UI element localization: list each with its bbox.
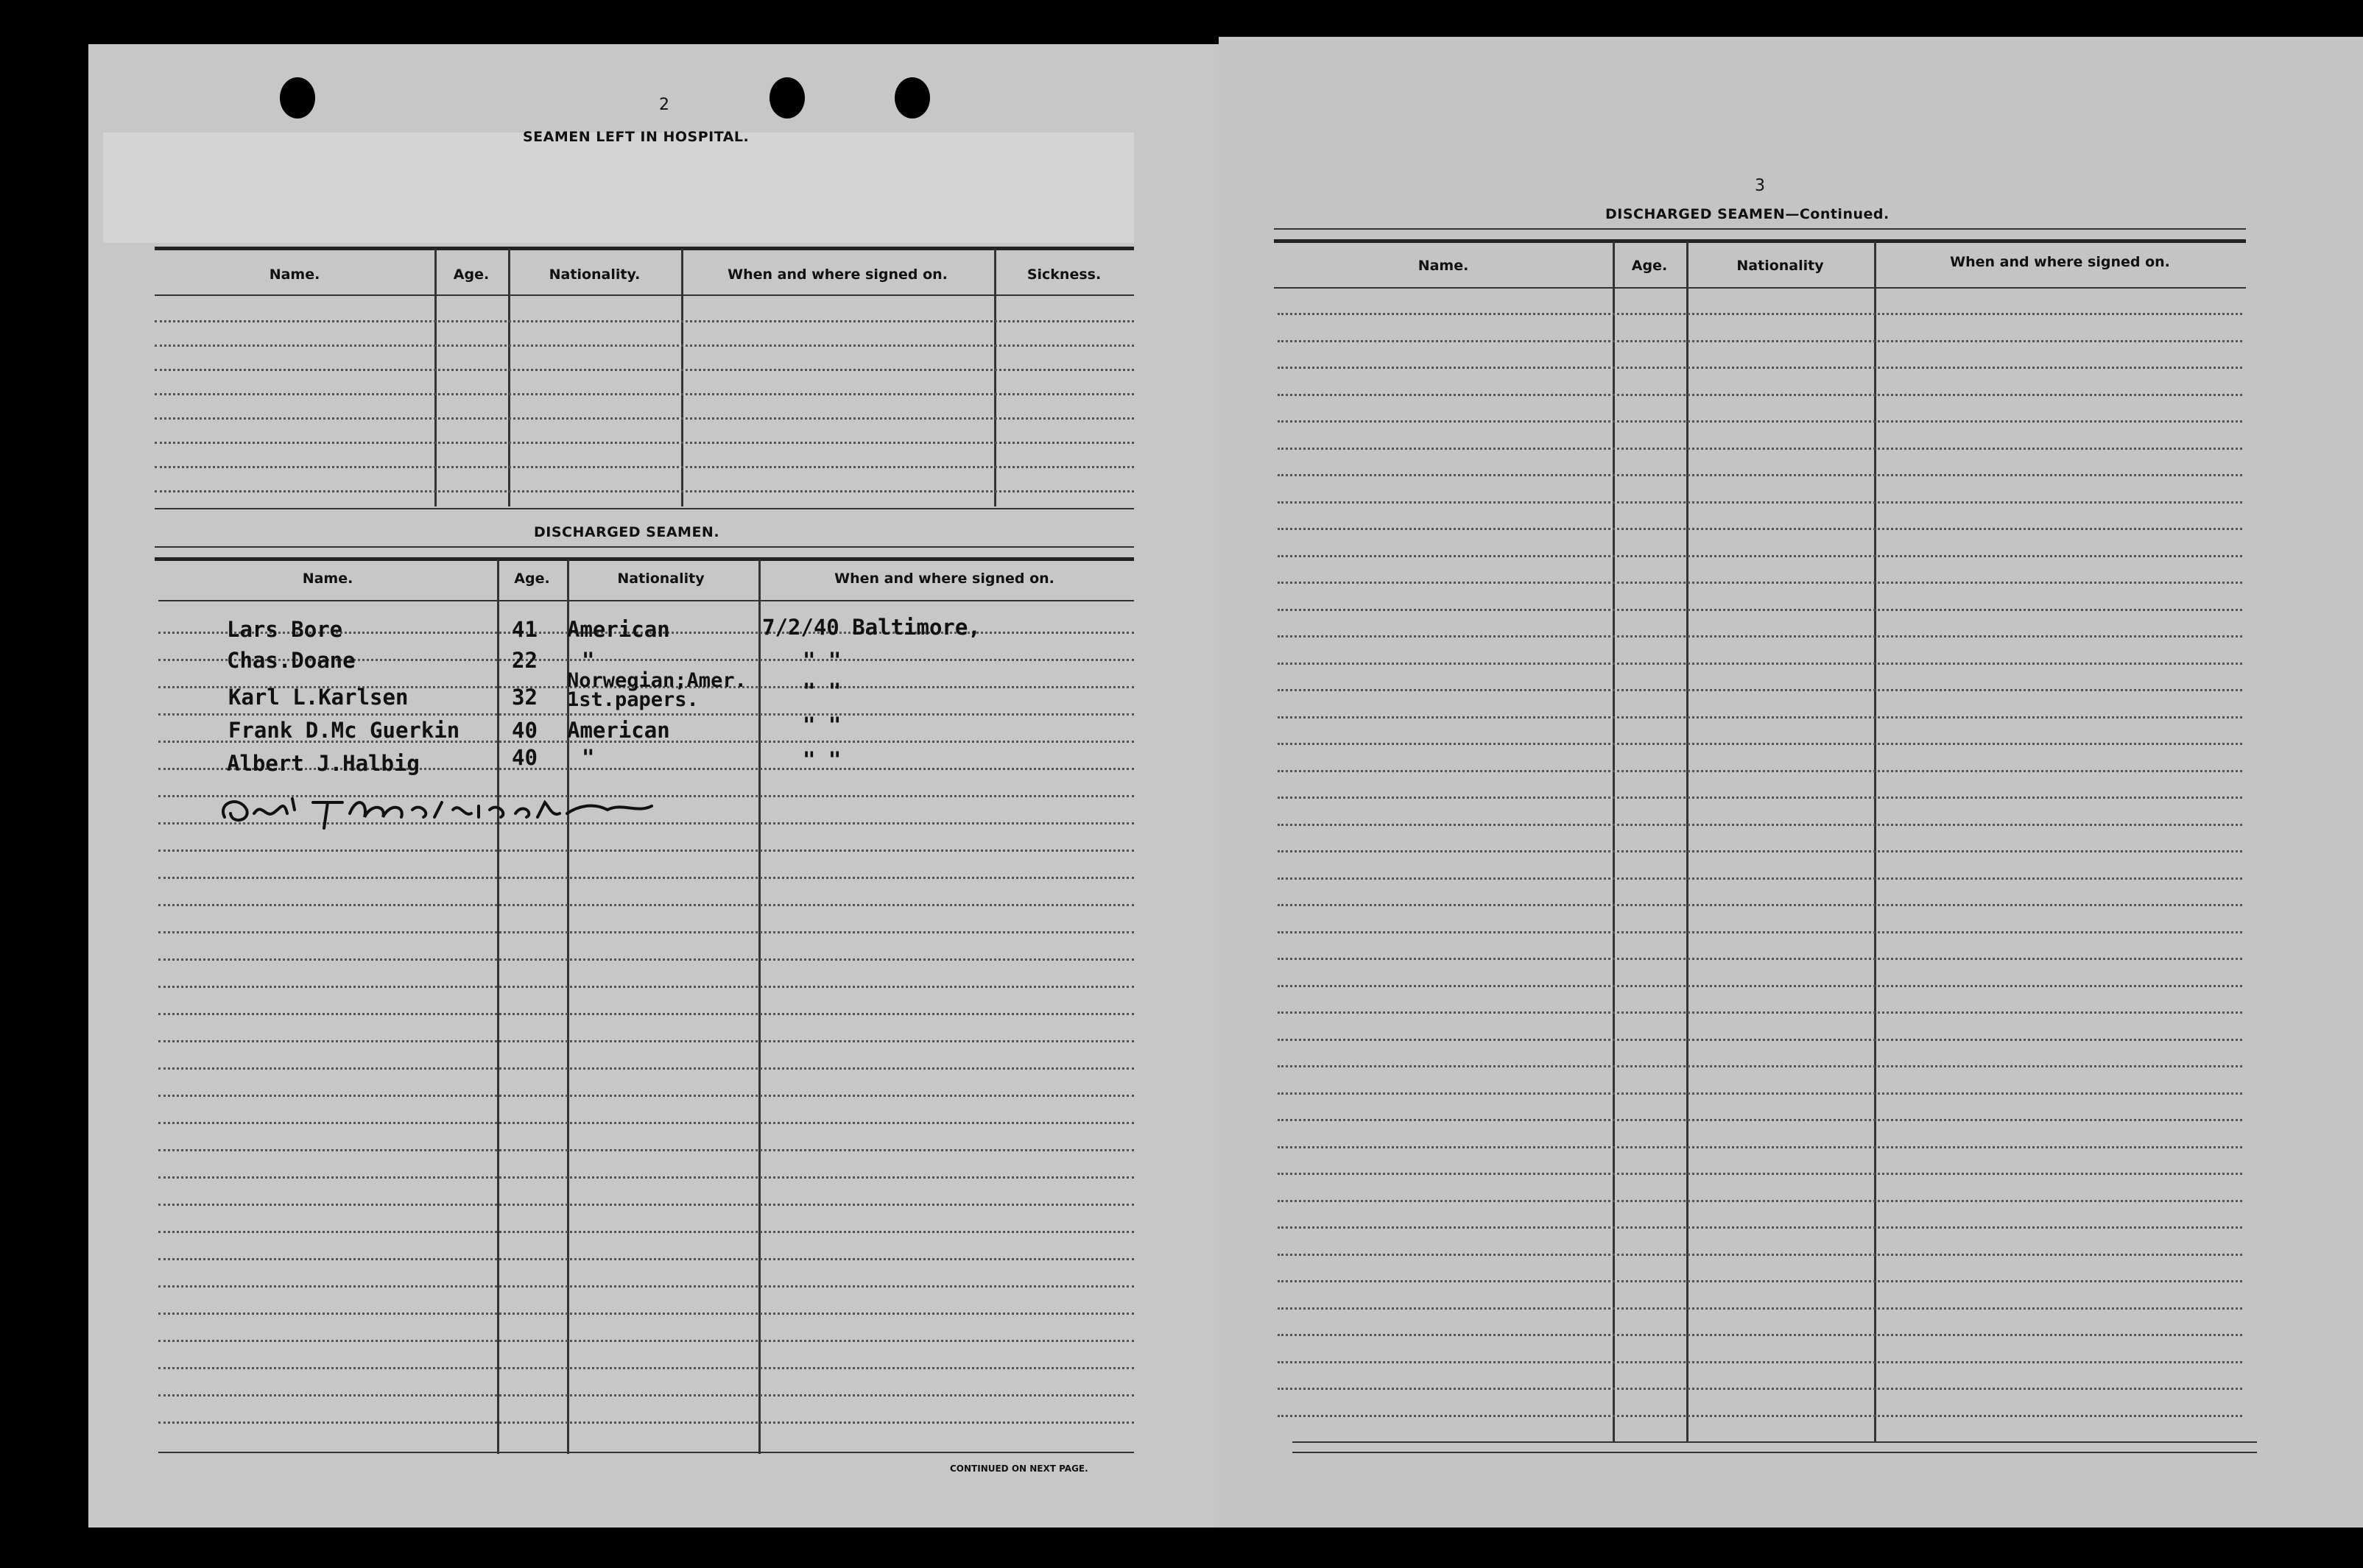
dotted-ruling-line (158, 1040, 1134, 1042)
dotted-ruling-line (1278, 904, 2242, 906)
seaman-nationality: Norwegian;Amer. 1st.papers. (567, 669, 747, 711)
seaman-age: 40 (512, 718, 538, 743)
rule (155, 247, 1134, 250)
dotted-ruling-line (1278, 663, 2242, 665)
dotted-ruling-line (158, 1149, 1134, 1151)
dotted-ruling-line (158, 1340, 1134, 1342)
dotted-ruling-line (1278, 850, 2242, 852)
hospital-section-title: SEAMEN LEFT IN HOSPITAL. (523, 129, 750, 145)
dotted-ruling-line (1278, 609, 2242, 611)
col-header-age: Age. (453, 266, 490, 283)
column-divider (497, 559, 499, 1454)
handwritten-annotation (210, 773, 711, 839)
col-header-sickness: Sickness. (1026, 266, 1102, 283)
dotted-ruling-line (1278, 394, 2242, 396)
dotted-ruling-line (1278, 770, 2242, 772)
dotted-ruling-line (155, 393, 1134, 395)
col-header-age: Age. (514, 571, 550, 587)
col-header-nationality: Nationality (617, 571, 705, 587)
dotted-ruling-line (1278, 743, 2242, 745)
dotted-ruling-line (158, 1013, 1134, 1015)
seaman-age: 32 (512, 685, 538, 710)
seaman-nationality: " (582, 648, 595, 673)
dotted-ruling-line (1278, 501, 2242, 504)
dotted-ruling-line (158, 931, 1134, 933)
dotted-ruling-line (158, 1122, 1134, 1124)
seaman-signed-on: " " (803, 648, 842, 673)
dotted-ruling-line (158, 1367, 1134, 1369)
dotted-ruling-line (1278, 1307, 2242, 1310)
dotted-ruling-line (158, 1285, 1134, 1288)
seaman-signed-on: " " (803, 747, 842, 772)
dotted-ruling-line (158, 1394, 1134, 1396)
dotted-ruling-line (1278, 528, 2242, 530)
dotted-ruling-line (1278, 635, 2242, 638)
rule (155, 294, 1134, 296)
seaman-name: Lars Bore (227, 617, 343, 642)
col-header-name: Name. (269, 266, 320, 283)
dotted-ruling-line (158, 1176, 1134, 1179)
dotted-ruling-line (158, 1313, 1134, 1315)
rule (155, 557, 1134, 561)
punch-hole (770, 77, 805, 119)
dotted-ruling-line (1278, 1226, 2242, 1229)
col-header-signed-on: When and where signed on. (834, 571, 1054, 587)
dotted-ruling-line (1278, 931, 2242, 933)
dotted-ruling-line (1278, 1388, 2242, 1390)
col-header-name: Name. (302, 571, 353, 587)
dotted-ruling-line (158, 877, 1134, 879)
col-header-signed-on: When and where signed on. (1950, 254, 2170, 270)
dotted-ruling-line (158, 904, 1134, 906)
dotted-ruling-line (1278, 716, 2242, 718)
dotted-ruling-line (1278, 797, 2242, 799)
dotted-ruling-line (1278, 420, 2242, 423)
dotted-ruling-line (1278, 985, 2242, 987)
punch-hole (280, 77, 315, 119)
dotted-ruling-line (158, 850, 1134, 852)
dotted-ruling-line (158, 958, 1134, 961)
dotted-ruling-line (1278, 313, 2242, 315)
seaman-nationality: American (567, 617, 670, 642)
seaman-nationality: " (582, 745, 595, 770)
seaman-signed-on: " " (803, 713, 842, 738)
col-header-nationality: Nationality (1736, 258, 1824, 274)
dotted-ruling-line (1278, 877, 2242, 880)
rule (1274, 228, 2246, 230)
seaman-age: 22 (512, 648, 538, 673)
continued-footer: CONTINUED ON NEXT PAGE. (950, 1463, 1088, 1474)
dotted-ruling-line (1278, 1039, 2242, 1041)
dotted-ruling-line (158, 1422, 1134, 1424)
seaman-name: Chas.Doane (227, 648, 356, 673)
seaman-signed-on: " " (803, 679, 842, 704)
dotted-ruling-line (1278, 448, 2242, 450)
col-header-signed-on: When and where signed on. (728, 266, 948, 283)
seaman-name: Frank D.Mc Guerkin (228, 718, 460, 743)
dotted-ruling-line (1278, 1254, 2242, 1256)
dotted-ruling-line (1278, 367, 2242, 369)
rule (155, 508, 1134, 509)
dotted-ruling-line (1278, 1173, 2242, 1175)
page-number: 2 (659, 96, 669, 114)
dotted-ruling-line (155, 369, 1134, 371)
dotted-ruling-line (155, 466, 1134, 468)
dotted-ruling-line (1278, 1361, 2242, 1363)
rule (1274, 239, 2246, 243)
seaman-name: Albert J.Halbig (227, 751, 420, 776)
page-number: 3 (1755, 177, 1765, 195)
dotted-ruling-line (158, 713, 1134, 716)
dotted-ruling-line (1278, 824, 2242, 826)
rule (158, 1452, 1134, 1453)
dotted-ruling-line (1278, 1146, 2242, 1148)
dotted-ruling-line (1278, 689, 2242, 691)
dotted-ruling-line (1278, 474, 2242, 476)
seaman-age: 41 (512, 617, 538, 642)
discharged-section-title: DISCHARGED SEAMEN. (534, 524, 720, 540)
dotted-ruling-line (155, 320, 1134, 322)
seaman-signed-on: 7/2/40 Baltimore, (762, 615, 981, 640)
dotted-ruling-line (158, 1095, 1134, 1097)
rule (1292, 1452, 2257, 1453)
seaman-name: Karl L.Karlsen (228, 685, 409, 710)
rule (1292, 1441, 2257, 1443)
dotted-ruling-line (1278, 1092, 2242, 1095)
seaman-age: 40 (512, 745, 538, 770)
dotted-ruling-line (155, 442, 1134, 444)
dotted-ruling-line (155, 490, 1134, 492)
dotted-ruling-line (1278, 1415, 2242, 1417)
col-header-age: Age. (1631, 258, 1668, 274)
dotted-ruling-line (1278, 1200, 2242, 1202)
dotted-ruling-line (1278, 1280, 2242, 1282)
dotted-ruling-line (1278, 1334, 2242, 1336)
dotted-ruling-line (155, 345, 1134, 347)
seaman-nationality: American (567, 718, 670, 743)
dotted-ruling-line (1278, 555, 2242, 557)
rule (155, 546, 1134, 548)
dotted-ruling-line (1278, 1065, 2242, 1067)
dotted-ruling-line (1278, 958, 2242, 960)
dotted-ruling-line (158, 986, 1134, 988)
discharged-continued-title: DISCHARGED SEAMEN—Continued. (1605, 206, 1890, 222)
rule (158, 600, 1134, 601)
dotted-ruling-line (1278, 582, 2242, 584)
punch-hole (895, 77, 930, 119)
dotted-ruling-line (158, 1067, 1134, 1070)
dotted-ruling-line (158, 1258, 1134, 1260)
rule (1274, 287, 2246, 289)
col-header-name: Name. (1418, 258, 1469, 274)
dotted-ruling-line (155, 417, 1134, 420)
col-header-nationality: Nationality. (549, 266, 641, 283)
dotted-ruling-line (158, 1231, 1134, 1233)
dotted-ruling-line (1278, 340, 2242, 342)
dotted-ruling-line (1278, 1011, 2242, 1014)
dotted-ruling-line (1278, 1119, 2242, 1121)
dotted-ruling-line (158, 1204, 1134, 1206)
overlapping-strip (103, 133, 1134, 243)
